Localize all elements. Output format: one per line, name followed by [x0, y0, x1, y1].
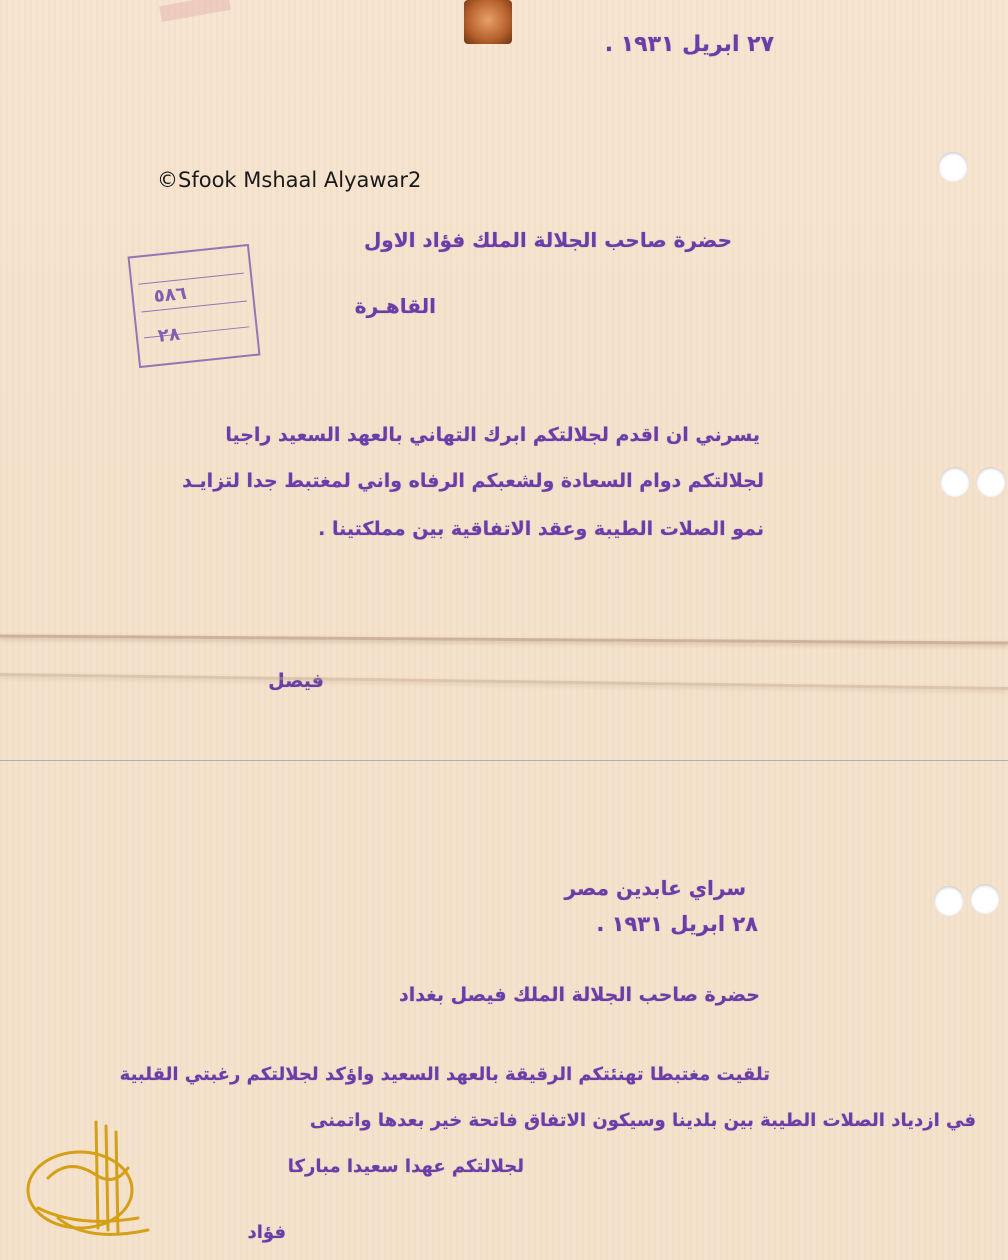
- punch-hole: [970, 884, 1000, 914]
- separator-line: [0, 760, 1008, 761]
- letter2-signature: فؤاد: [247, 1222, 286, 1243]
- letter1-body-line: نمو الصلات الطيبة وعقد الاتفاقية بين مملكتينا .: [318, 518, 764, 540]
- letter2-body-line: في ازدياد الصلات الطيبة بين بلدينا وسيكون الاتفاق فاتحة خير بعدها واتمنى: [309, 1110, 976, 1131]
- stamp-number: ٥٨٦: [152, 282, 188, 308]
- registry-stamp: [127, 244, 260, 368]
- letter2-body-line: تلقيت مغتبطا تهنئتكم الرقيقة بالعهد السعيد واؤكد لجلالتكم رغبتي القلبية: [119, 1064, 770, 1085]
- letter2-date: ٢٨ ابريل ١٩٣١ .: [596, 912, 758, 936]
- punch-hole: [934, 886, 964, 916]
- letter1-body-line: لجلالتكم دوام السعادة ولشعبكم الرفاه واني لمغتبط جدا لتزايـد: [182, 470, 764, 492]
- letter1-city: القاهـرة: [354, 294, 436, 318]
- watermark-text: ©Sfook Mshaal Alyawar2: [157, 168, 422, 192]
- calligraphy-logo-icon: [18, 1118, 158, 1248]
- punch-hole: [976, 467, 1006, 497]
- coin-portrait-image: [464, 0, 512, 44]
- letter2-place: سراي عابدين مصر: [564, 876, 746, 900]
- letter1-date: ٢٧ ابريل ١٩٣١ .: [604, 32, 774, 57]
- punch-hole: [940, 467, 970, 497]
- stamp-date: ٢٨: [156, 323, 181, 347]
- letter1-signature: فيصل: [268, 670, 324, 692]
- letter2-addressee: حضرة صاحب الجلالة الملك فيصل بغداد: [398, 984, 760, 1006]
- letter1-body-line: يسرني ان اقدم لجلالتكم ابرك التهاني بالعهد السعيد راجيا: [225, 424, 760, 446]
- letter2-body-line: لجلالتكم عهدا سعيدا مباركا: [287, 1156, 524, 1177]
- letter1-addressee: حضرة صاحب الجلالة الملك فؤاد الاول: [363, 228, 732, 252]
- punch-hole: [938, 152, 968, 182]
